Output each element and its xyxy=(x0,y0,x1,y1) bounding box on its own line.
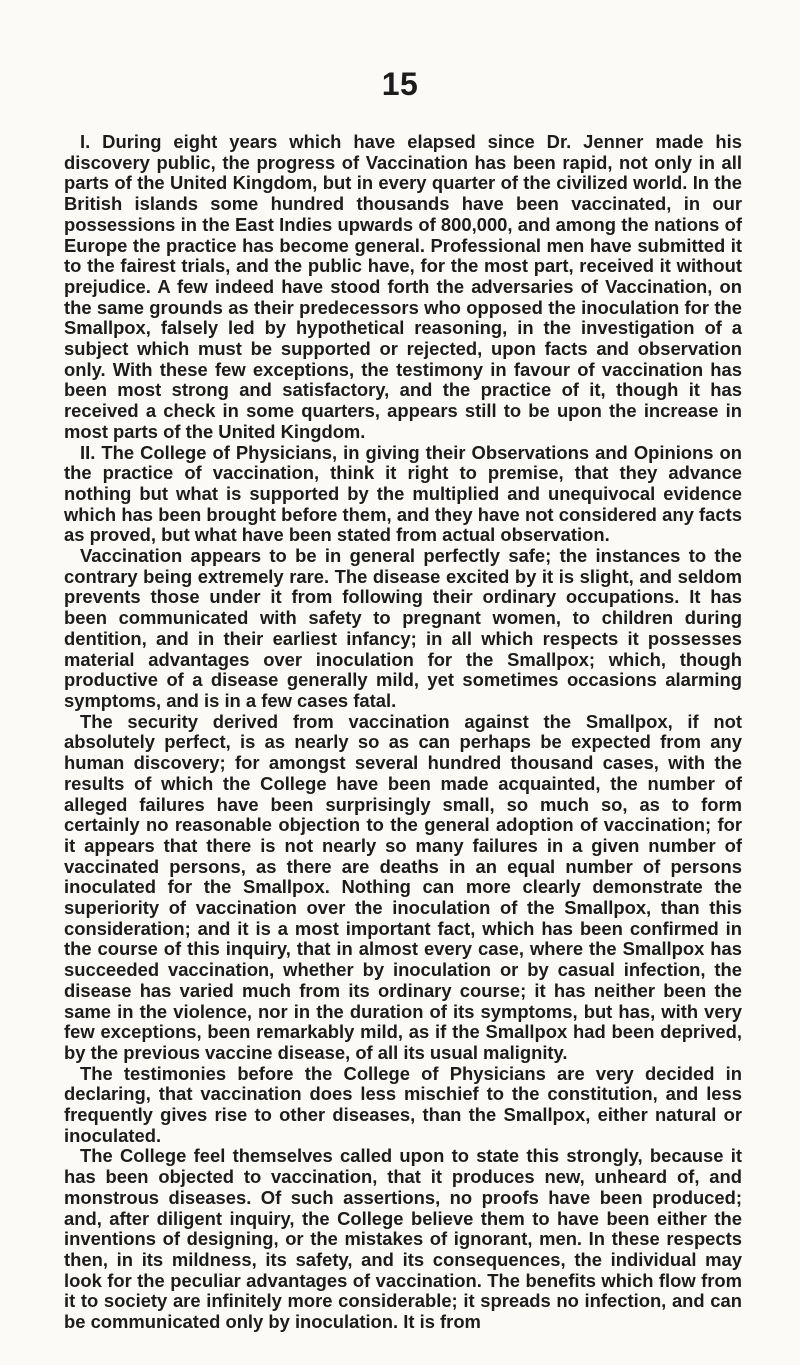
page-number: 15 xyxy=(381,66,419,102)
paragraph-3: Vaccination appears to be in general perfectly safe; the instances to the contrary being extremely rare. The disease excited by it is slight, and seldom prevents those under it from following their ordinary occupations. It has been communicated with safety to pregnant women, to children during dentition, and in their earliest infancy; in all which respects it possesses material advantages over inoculation for the Smallpox; which, though productive of a disease generally mild, yet sometimes occasions alarming symptoms, and is in a few cases fatal. xyxy=(64,545,742,711)
body-text xyxy=(64,132,742,1333)
paragraph-6: The College feel themselves called upon to state this strongly, because it has been objected to vaccination, that it produces new, unheard of, and monstrous diseases. Of such assertions, no proofs have been produced; and, after diligent inquiry, the College believe them to have been either the inventions of designing, or the mistakes of ignorant, men. In these respects then, in its mildness, its safety, and its consequences, the individual may look for the peculiar advantages of vaccination. The benefits which flow from it to society are infinitely more considerable; it spreads no infection, and can be communicated only by inoculation. It is from xyxy=(64,1145,742,1333)
paragraph-5: The testimonies before the College of Physicians are very decided in declaring, that vaccination does less mischief to the constitution, and less frequently gives rise to other diseases, than the Smallpox, either natural or inoculated. xyxy=(64,1062,742,1146)
paragraph-1: I. During eight years which have elapsed since Dr. Jenner made his discovery public, the progress of Vaccination has been rapid, not only in all parts of the United Kingdom, but in every quarter of the civilized world. In the British islands some hundred thousands have been vaccinated, in our possessions in the East Indies upwards of 800,000, and among the nations of Europe the practice has become general. Professional men have submitted it to the fairest trials, and the public have, for the most part, received it without prejudice. A few indeed have stood forth the adversaries of Vaccination, on the same grounds as their predecessors who opposed the inoculation for the Smallpox, falsely led by hypothetical reasoning, in the investigation of a subject which must be supported or rejected, upon facts and observation only. With these few exceptions, the testimony in favour of vaccination has been most strong and satisfactory, and the practice of it, though it has received a check in some quarters, appears still to be upon the increase in most parts of the United Kingdom. xyxy=(64,131,742,442)
paragraph-2: II. The College of Physicians, in giving their Observations and Opinions on the practice of vaccination, think it right to premise, that they advance nothing but what is supported by the multiplied and unequivocal evidence which has been brought before them, and they have not considered any facts as proved, but what have been stated from actual observation. xyxy=(64,441,742,546)
paragraph-4: The security derived from vaccination against the Smallpox, if not absolutely perfect, is as nearly so as can perhaps be expected from any human discovery; for amongst several hundred thousand cases, with the results of which the College have been made acquainted, the number of alleged failures have been surprisingly small, so much so, as to form certainly no reasonable objection to the general adoption of vaccination; for it appears that there is not nearly so many failures in a given number of vaccinated persons, as there are deaths in an equal number of persons inoculated for the Smallpox. Nothing can more clearly demonstrate the superiority of vaccination over the inoculation of the Smallpox, than this consideration; and it is a most important fact, which has been confirmed in the course of this inquiry, that in almost every case, where the Smallpox has succeeded vaccination, whether by inoculation or by casual infection, the disease has varied much from its ordinary course; it has neither been the same in the violence, nor in the duration of its symptoms, but has, with very few exceptions, been remarkably mild, as if the Smallpox had been deprived, by the previous vaccine disease, of all its usual malignity. xyxy=(64,710,742,1063)
